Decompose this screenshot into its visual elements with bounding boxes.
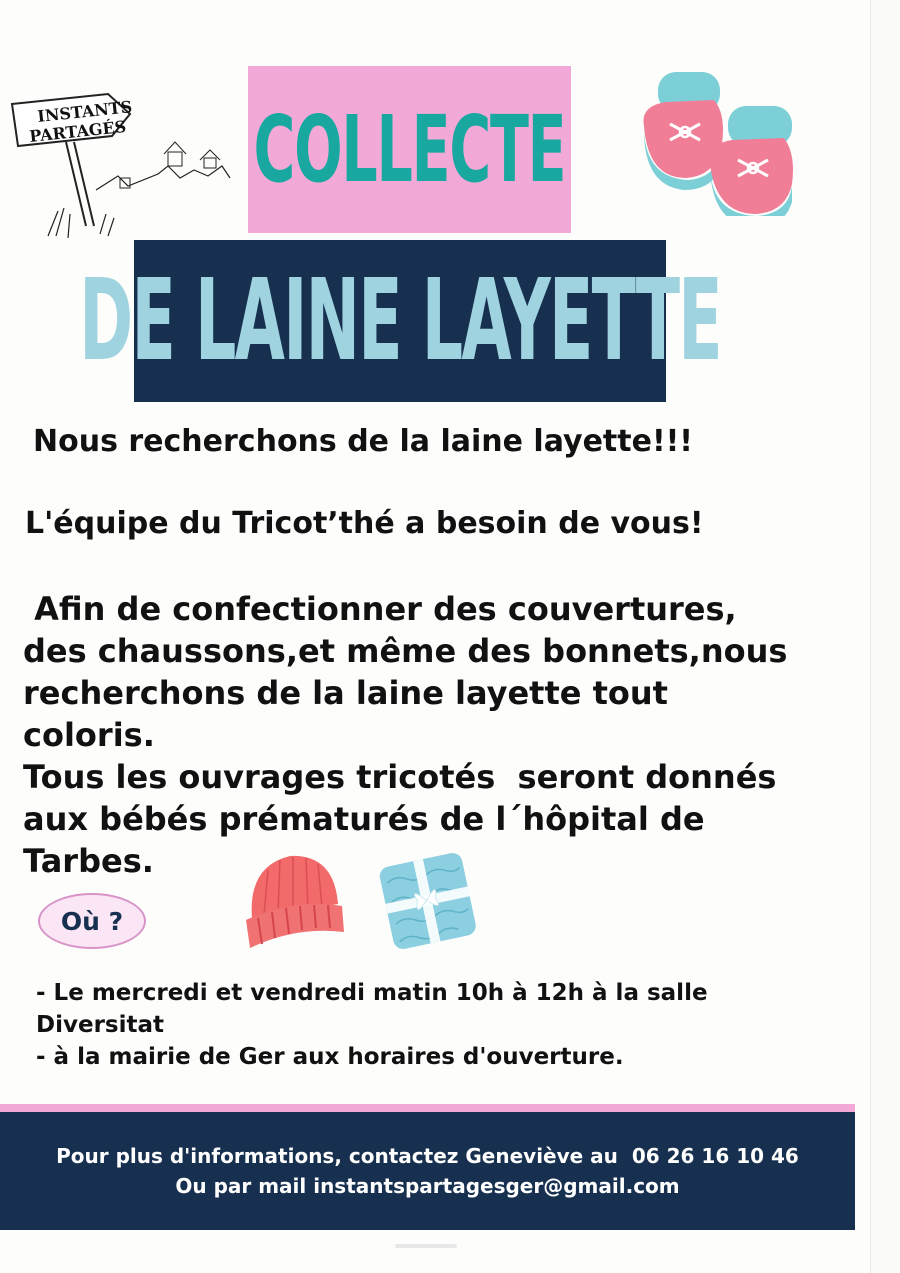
headline-team: L'équipe du Tricot’thé a besoin de vous!	[25, 506, 704, 541]
logo-line2: PARTAGÉS	[28, 116, 128, 146]
body-line: aux bébés prématurés de l´hôpital de	[23, 800, 705, 838]
footer-email-line: Ou par mail instantspartagesger@gmail.com	[175, 1174, 680, 1198]
body-paragraph	[23, 588, 863, 882]
body-line: Tous les ouvrages tricotés seront donnés	[23, 758, 777, 796]
signpost-logo	[8, 86, 238, 246]
info-block	[36, 977, 836, 1073]
body-line: coloris.	[23, 716, 155, 754]
scan-mark	[395, 1244, 457, 1248]
body-line: recherchons de la laine layette tout	[23, 674, 668, 712]
info-line: - Le mercredi et vendredi matin 10h à 12h à la salle	[36, 980, 708, 1006]
headline-search: Nous recherchons de la laine layette!!!	[33, 424, 693, 459]
body-line: Tarbes.	[23, 842, 154, 880]
where-badge: Où ?	[38, 893, 146, 949]
body-line: Afin de confectionner des couvertures,	[23, 590, 737, 628]
footer-contact	[0, 1112, 855, 1230]
divider-bar	[0, 1104, 855, 1112]
blanket-bundle-icon	[368, 845, 488, 960]
title-laine-layette-block	[79, 240, 721, 402]
info-line: Diversitat	[36, 1012, 164, 1038]
info-line: - à la mairie de Ger aux horaires d'ouverture.	[36, 1044, 624, 1070]
title-collecte: COLLECTE	[253, 95, 566, 203]
logo-line1: INSTANTS	[36, 97, 134, 126]
baby-booties-icon	[630, 66, 805, 216]
title-laine-layette: DE LAINE LAYETTE	[79, 256, 721, 386]
body-line: des chaussons,et même des bonnets,nous	[23, 632, 788, 670]
title-collecte-block	[248, 66, 571, 233]
footer-phone-line: Pour plus d'informations, contactez Geneviève au 06 26 16 10 46	[56, 1144, 799, 1168]
knit-hat-icon	[238, 848, 348, 958]
